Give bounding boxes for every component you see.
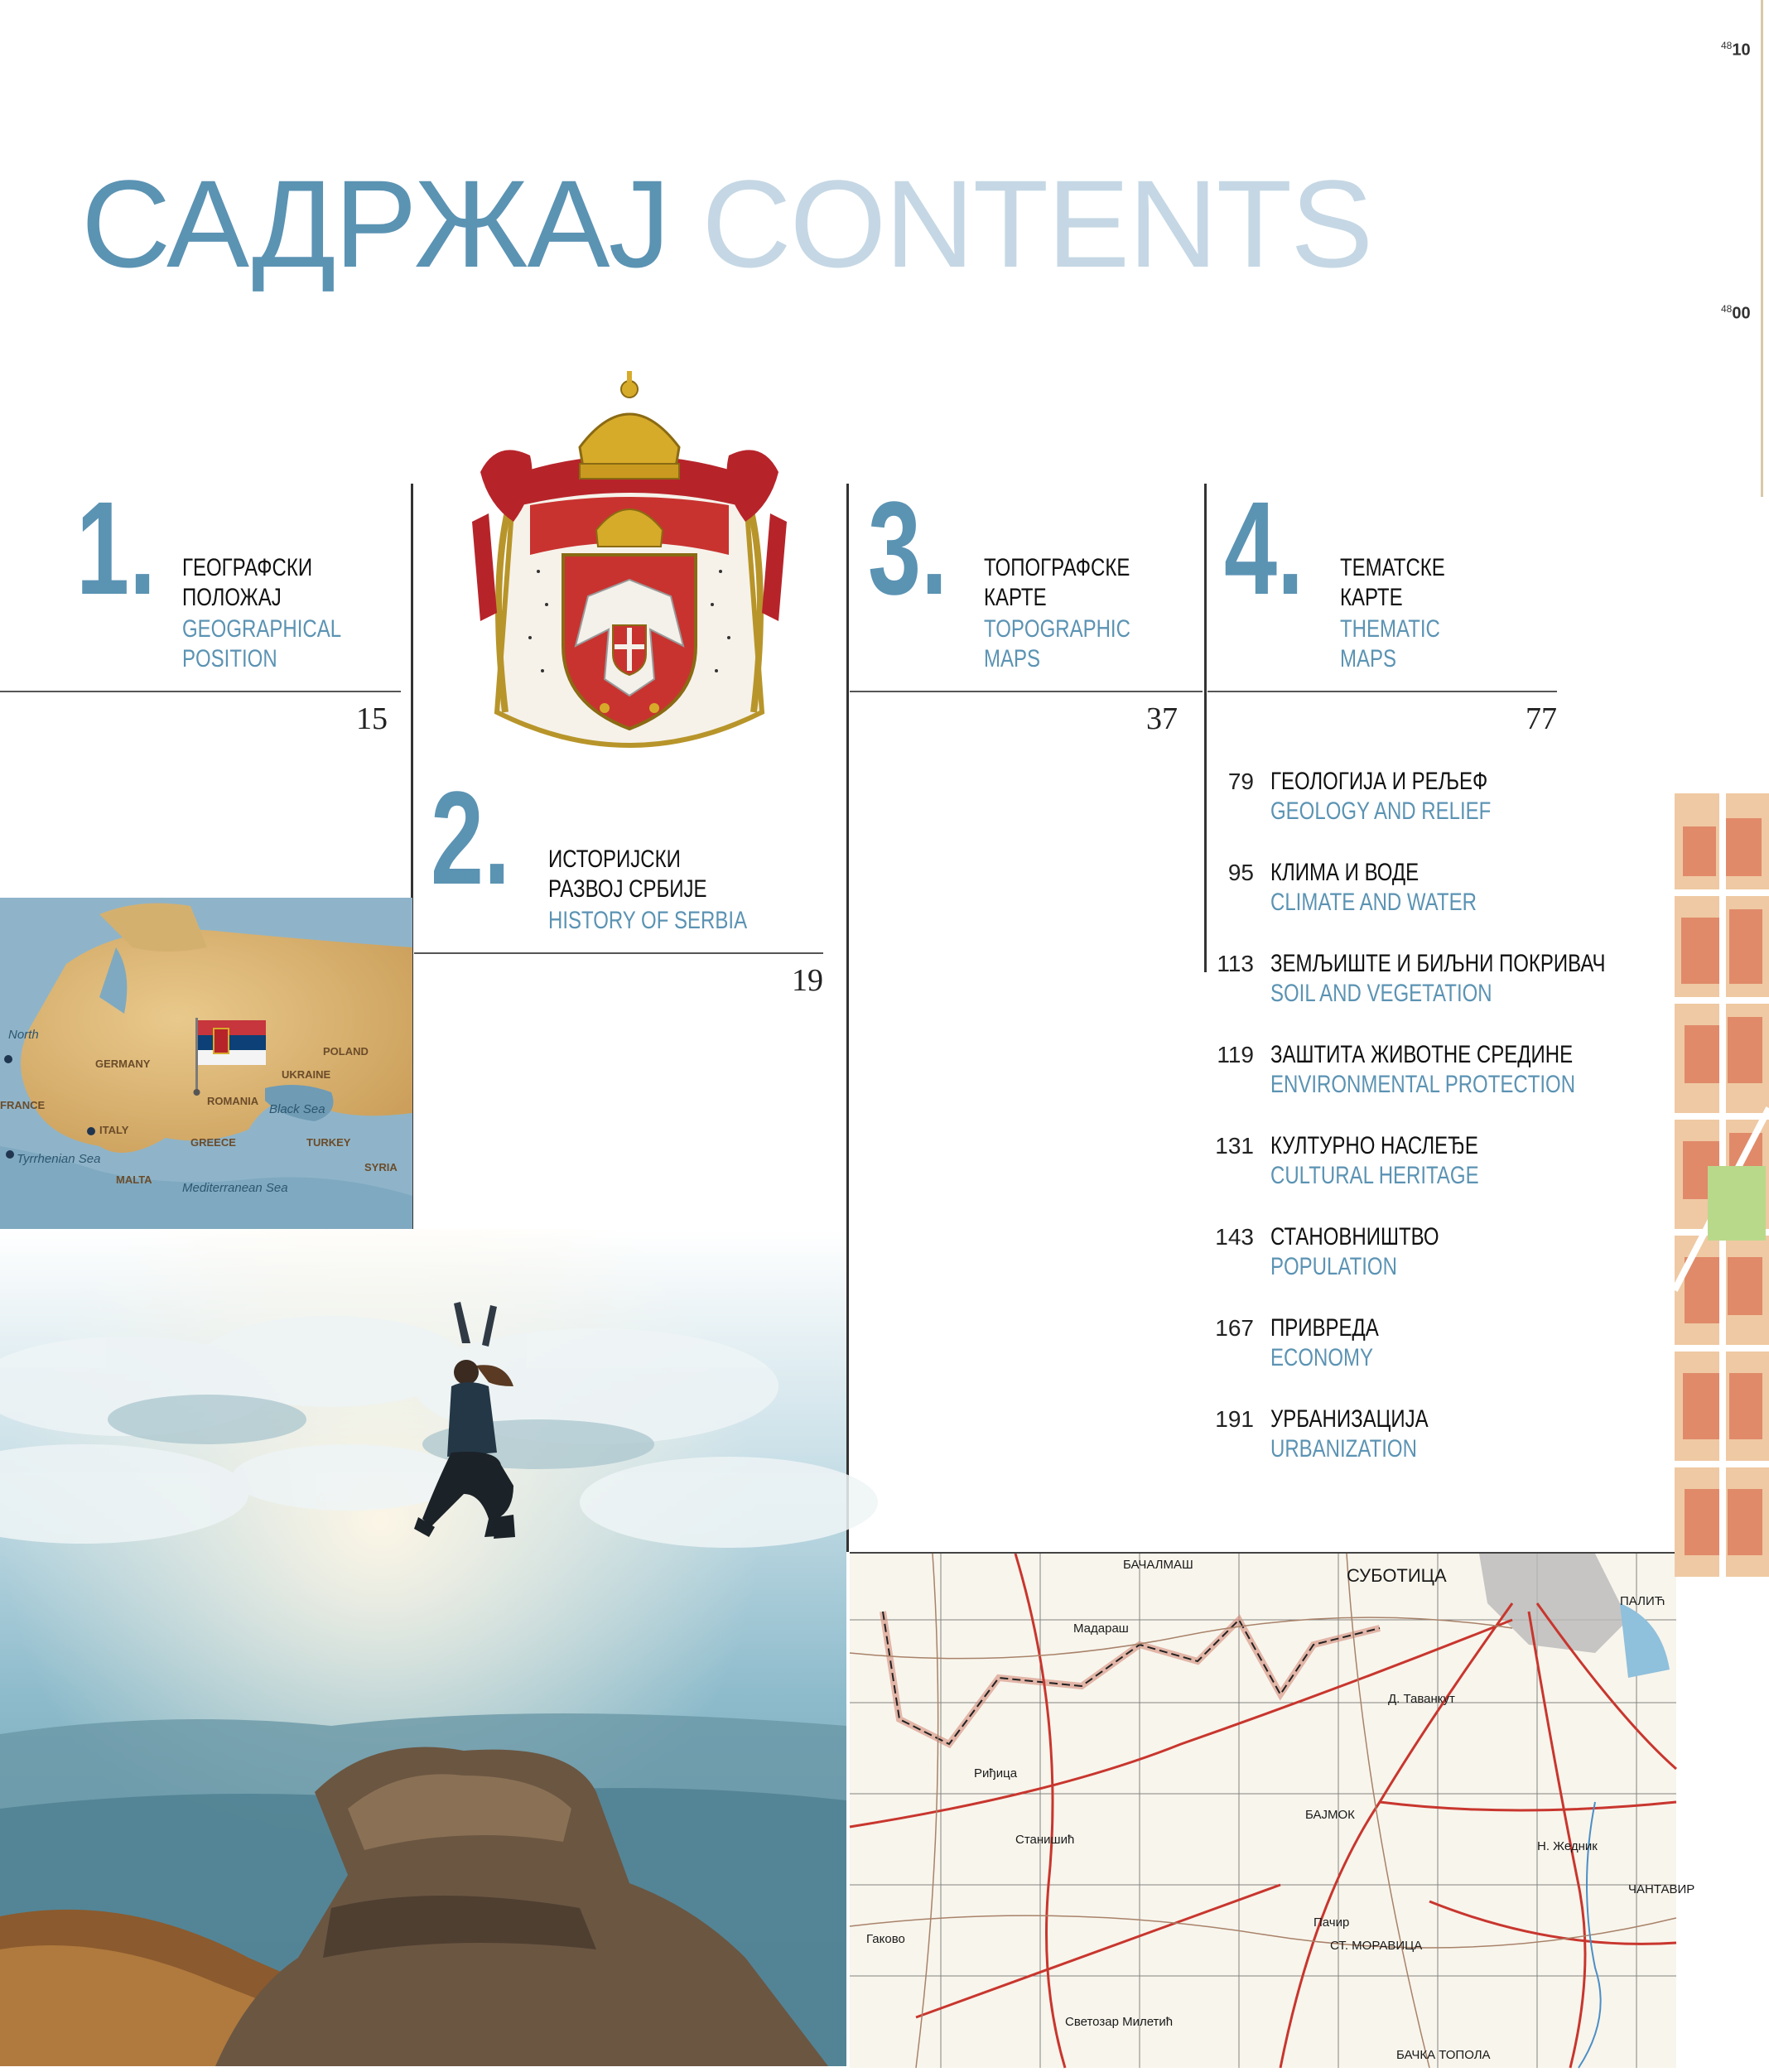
section-4-title-lat-1: THEMATIC [1340, 615, 1440, 643]
map-label: Станишић [1015, 1833, 1075, 1847]
section-1-page: 15 [356, 701, 388, 736]
grid-label-mid: $^{48}$00 [1721, 303, 1751, 323]
topographic-map [850, 1552, 1695, 2068]
section-1-rule [0, 691, 401, 692]
map-label: Д. Таванкут [1388, 1692, 1455, 1706]
map-edge-strip [1761, 0, 1763, 497]
map-label: СТ. МОРАВИЦА [1330, 1939, 1423, 1953]
map-label: ПАЛИЋ [1620, 1594, 1665, 1608]
section-3-title-lat-1: TOPOGRAPHIC [984, 615, 1130, 643]
map-label: TURKEY [306, 1136, 351, 1149]
grid-label-top: $^{48}$10 [1721, 40, 1751, 60]
map-label: Пачир [1313, 1915, 1350, 1930]
divider-2 [846, 484, 849, 1552]
section-4-page: 77 [1526, 701, 1557, 736]
section-4-title-cyr-1: ТЕМАТСКЕ [1340, 554, 1445, 581]
section-2-title-cyr-1: ИСТОРИЈСКИ [548, 846, 681, 873]
page-title [81, 154, 1372, 293]
section-4-title-cyr-2: КАРТЕ [1340, 584, 1403, 611]
map-label: ITALY [99, 1124, 129, 1136]
map-label: POLAND [323, 1045, 369, 1058]
map-label: Н. Жедник [1537, 1839, 1598, 1853]
map-label: БАЈМОК [1305, 1808, 1355, 1822]
landscape-photo [0, 1229, 846, 2066]
map-label: ROMANIA [207, 1095, 259, 1107]
section-3-rule [850, 691, 1203, 692]
city-plan-strip [1675, 793, 1769, 1577]
title-cyrillic: САДРЖАЈ [81, 154, 669, 293]
section-1-title-cyr-1: ГЕОГРАФСКИ [182, 554, 313, 581]
section-1-title-lat-1: GEOGRAPHICAL [182, 615, 342, 643]
map-label: СУБОТИЦА [1347, 1565, 1447, 1586]
map-label: FRANCE [0, 1099, 46, 1111]
section-2-number: 2. [431, 764, 511, 912]
divider-3 [1204, 484, 1207, 972]
map-label: Гаково [866, 1932, 905, 1946]
section-4-title-lat-2: MAPS [1340, 645, 1397, 672]
map-label: Мадараш [1073, 1621, 1129, 1636]
map-label: БАЧКА ТОПОЛА [1396, 2048, 1491, 2062]
section-4-rule [1207, 691, 1557, 692]
section-2-rule [414, 952, 823, 954]
map-label: Светозар Милетић [1065, 2015, 1174, 2029]
coat-of-arms-icon [464, 364, 795, 770]
map-label: GREECE [190, 1136, 236, 1149]
section-3-title-lat-2: MAPS [984, 645, 1041, 672]
europe-map-photo [0, 898, 412, 1229]
map-label: Риђица [974, 1766, 1018, 1780]
map-label: North [8, 1028, 39, 1042]
map-label: GERMANY [95, 1058, 151, 1070]
map-label: MALTA [116, 1173, 152, 1186]
section-1-title-lat-2: POSITION [182, 645, 277, 672]
map-label: Mediterranean Sea [182, 1181, 288, 1195]
section-2-title-cyr-2: РАЗВОЈ СРБИЈЕ [548, 875, 707, 903]
title-latin: CONTENTS [701, 154, 1372, 293]
map-label: SYRIA [364, 1161, 398, 1173]
map-label: Black Sea [269, 1102, 325, 1116]
section-2-page: 19 [792, 963, 823, 998]
section-1-number: 1. [76, 474, 157, 622]
section-1-title-cyr-2: ПОЛОЖАЈ [182, 584, 282, 611]
map-label: ЧАНТАВИР [1628, 1882, 1695, 1896]
section-3-page: 37 [1146, 701, 1178, 736]
map-label: БАЧАЛМАШ [1123, 1558, 1193, 1572]
map-label: Tyrrhenian Sea [17, 1152, 101, 1166]
section-3-title-cyr-1: ТОПОГРАФСКЕ [984, 554, 1130, 581]
map-label: UKRAINE [282, 1068, 331, 1081]
section-4-number: 4. [1224, 474, 1304, 622]
section-2-title-lat-1: HISTORY OF SERBIA [548, 907, 748, 934]
section-3-title-cyr-2: КАРТЕ [984, 584, 1047, 611]
section-3-number: 3. [868, 474, 948, 622]
